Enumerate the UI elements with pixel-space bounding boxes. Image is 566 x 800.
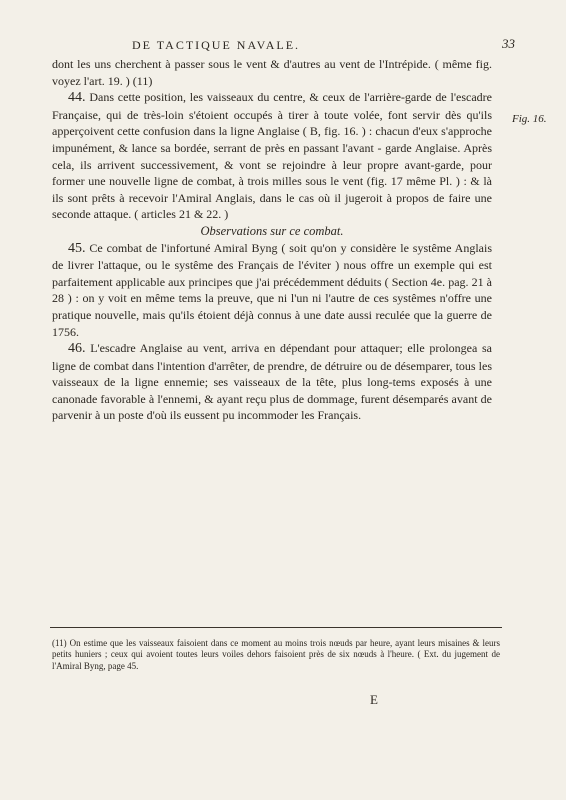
paragraph-text: L'escadre Anglaise au vent, arriva en dépendant pour attaquer; elle prolongea sa ligne de combat dans l'intention d'arrêter, de prendre, de détruire ou de désemparer, tous les vaisseaux de la ligne ennemie; ses vaisseaux de la tête, plus long-tems exposés à une canonade favorable à l'ennemi, & ayant reçu plus de dommage, furent désemparés avant de parvenir à un poste d'où ils eussent pu incommoder les Français. [52, 341, 492, 423]
page-number: 33 [502, 36, 515, 51]
continued-paragraph: dont les uns cherchent à passer sous le vent & d'autres au vent de l'Intrépide. ( même fig. voyez l'art. 19. ) (11) [52, 57, 492, 88]
paragraph-number: 45. [68, 240, 86, 256]
paragraph-text: Dans cette position, les vaisseaux du centre, & ceux de l'arrière-garde de l'escadre Française, qui de très-loin s'étoient occupés à tirer à toute volée, font servir dès qu'ils apperçoivent cette confusion dans la ligne Anglaise ( B, fig. 16. ) : chacun d'eux s'approche impunément, & lance sa bordée, serrant de près en passant l'avant - garde Anglaise. Après cela, ils arrivent successivement, & vont se rejoindre à leur propre avant-garde, pour former une nouvelle ligne de combat, à trois milles sous le vent (fig. 17 même Pl. ) : & là ils sont prêts à recevoir l'Amiral Anglais, dans le cas où il jugeroit à propos de faire une seconde attaque. ( articles 21 & 22. ) [52, 90, 492, 222]
footnote-divider [50, 627, 502, 628]
main-text [52, 56, 492, 424]
section-subheading: Observations sur ce combat. [200, 223, 344, 238]
paragraph-45 [52, 240, 492, 341]
footnote: (11) On estime que les vaisseaux faisoient dans ce moment au moins trois nœuds par heure, ayant leurs misaines & leurs petits huniers ; ceux qui avoient toutes leurs voiles dehors faisoient près de six nœuds à l'heure. ( Ext. du jugement de l'Amiral Byng, page 45. [52, 638, 500, 671]
paragraph-number: 46. [68, 341, 86, 357]
figure-reference-margin-note: Fig. 16. [512, 113, 547, 125]
running-title: DE TACTIQUE NAVALE. [132, 38, 301, 52]
paragraph-number: 44. [68, 90, 86, 106]
paragraph-text: Ce combat de l'infortuné Amiral Byng ( soit qu'on y considère le systême Anglais de livrer l'attaque, ou le systême des Français de l'éviter ) nous offre un exemple qui est parfaitement applicable aux principes que j'ai précédemment déduits ( Section 4e. pag. 21 à 28 ) : on y voit en même tems la preuve, que ni l'un ni l'autre de ces systêmes n'offre une pratique nouvelle, mais qu'ils étoient déjà connus à une date aussi reculée que la guerre de 1756. [52, 240, 492, 339]
paragraph-46 [52, 340, 492, 424]
paragraph-44 [52, 89, 492, 223]
signature-mark: E [370, 692, 378, 707]
